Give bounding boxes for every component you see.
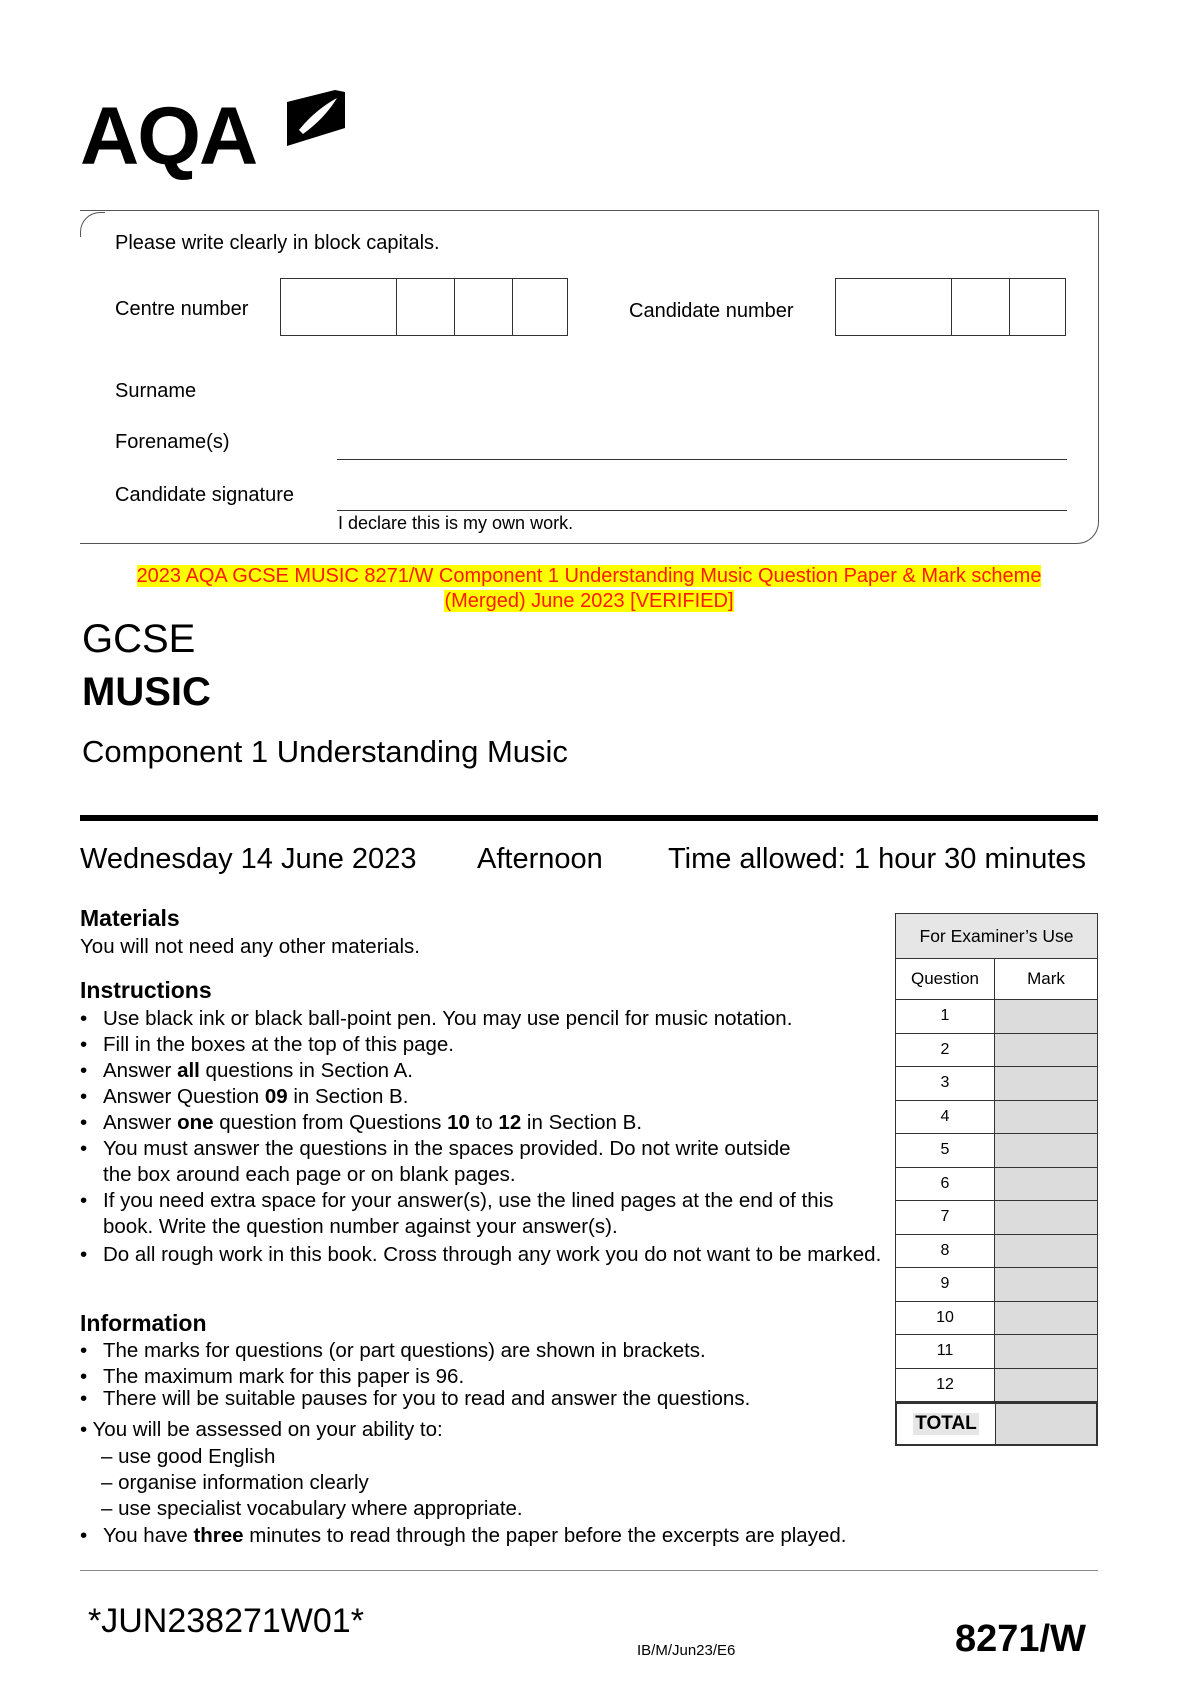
banner-line-1: 2023 AQA GCSE MUSIC 8271/W Component 1 Understanding Music Question Paper & Mark scheme [136,565,1042,587]
block-capitals-instruction: Please write clearly in block capitals. [115,232,440,254]
title-divider [80,815,1098,821]
assessment-intro: • You will be assessed on your ability to: [80,1418,443,1441]
table-row: 7 [895,1201,1098,1235]
candidate-digit-box[interactable] [952,279,1010,335]
table-row: 11 [895,1335,1098,1369]
barcode-text: *JUN238271W01* [88,1602,364,1640]
list-item: • You have three minutes to read through the paper before the excerpts are played. [80,1523,980,1549]
table-row: 2 [895,1034,1098,1068]
table-row: 3 [895,1067,1098,1101]
surname-label: Surname [115,380,197,402]
signature-label: Candidate signature [115,484,295,506]
list-item: • Fill in the boxes at the top of this page. [80,1032,880,1058]
table-row: 8 [895,1235,1098,1269]
banner-line-2: (Merged) June 2023 [VERIFIED] [444,590,734,612]
component-title: Component 1 Understanding Music [82,734,568,769]
list-item: • There will be suitable pauses for you to read and answer the questions. [80,1388,900,1410]
table-row: 1 [895,1000,1098,1034]
materials-text: You will not need any other materials. [80,935,420,958]
signature-line[interactable] [337,510,1067,511]
mark-column-header: Mark [995,959,1097,999]
information-list [80,1338,900,1410]
examiner-table-heading: For Examiner’s Use [895,913,1098,959]
centre-number-field[interactable] [280,278,568,336]
document-banner [80,564,1098,614]
list-item: • The marks for questions (or part questions) are shown in brackets. [80,1338,900,1364]
logo-text: AQA [80,91,257,182]
list-item: • You must answer the questions in the spaces provided. Do not write outside the box around each page or on blank pages. [80,1136,793,1188]
candidate-digit-box[interactable] [1010,279,1065,335]
list-item: • Use black ink or black ball-point pen. You may use pencil for music notation. [80,1006,880,1032]
list-item: • If you need extra space for your answer(s), use the lined pages at the end of this book. Write the question number against your answer(s). [80,1188,883,1240]
assessment-item: – use specialist vocabulary where appropriate. [101,1497,523,1520]
assessment-item: – use good English [101,1445,276,1468]
table-row: 9 [895,1268,1098,1302]
table-row: 5 [895,1134,1098,1168]
centre-digit-box[interactable] [455,279,513,335]
footer-divider [80,1570,1098,1571]
assessment-item: – organise information clearly [101,1471,369,1494]
mark-cell[interactable] [995,1168,1097,1201]
mark-cell[interactable] [995,1067,1097,1100]
subject-title: MUSIC [82,670,211,714]
mark-cell[interactable] [995,1034,1097,1067]
table-row: 6 [895,1168,1098,1202]
list-item: • Answer Question 09 in Section B. [80,1084,880,1110]
paper-code: 8271/W [955,1618,1086,1660]
examiner-use-table [895,913,1098,1446]
question-column-header: Question [896,959,995,999]
mark-cell[interactable] [995,1101,1097,1134]
candidate-number-label: Candidate number [629,300,794,322]
mark-cell[interactable] [995,1201,1097,1234]
information-final [80,1523,980,1549]
centre-digit-box[interactable] [281,279,397,335]
instructions-list [80,1006,880,1270]
list-item: • Answer one question from Questions 10 to 12 in Section B. [80,1110,880,1136]
total-mark-cell[interactable] [996,1404,1096,1444]
centre-number-label: Centre number [115,298,249,320]
declaration-text: I declare this is my own work. [338,513,574,533]
mark-cell[interactable] [995,1369,1097,1402]
mark-cell[interactable] [995,1302,1097,1335]
total-row [895,1402,1098,1446]
exam-date: Wednesday 14 June 2023 [80,843,417,875]
aqa-logo [80,88,350,188]
mark-cell[interactable] [995,1134,1097,1167]
instructions-heading: Instructions [80,977,212,1003]
table-row: 12 [895,1369,1098,1403]
candidate-number-field[interactable] [835,278,1066,336]
reference-code: IB/M/Jun23/E6 [637,1642,736,1659]
exam-session: Afternoon [477,843,603,875]
forename-label: Forename(s) [115,431,230,453]
mark-cell[interactable] [995,1000,1097,1033]
candidate-digit-box[interactable] [836,279,952,335]
mark-cell[interactable] [995,1235,1097,1268]
total-label: TOTAL [897,1404,996,1444]
mark-cell[interactable] [995,1268,1097,1301]
list-item: • Answer all questions in Section A. [80,1058,880,1084]
materials-heading: Materials [80,905,180,931]
examiner-table-header [895,959,1098,1000]
centre-digit-box[interactable] [397,279,455,335]
mark-cell[interactable] [995,1335,1097,1368]
table-row: 10 [895,1302,1098,1336]
list-item: • The maximum mark for this paper is 96. [80,1366,900,1388]
table-row: 4 [895,1101,1098,1135]
surname-forename-line[interactable] [337,459,1067,460]
list-item: • Do all rough work in this book. Cross through any work you do not want to be marked. [80,1240,893,1270]
qualification-level: GCSE [82,617,196,661]
time-allowed: Time allowed: 1 hour 30 minutes [668,843,1087,875]
centre-digit-box[interactable] [513,279,567,335]
logo-mark-icon [285,88,347,150]
information-heading: Information [80,1310,207,1336]
